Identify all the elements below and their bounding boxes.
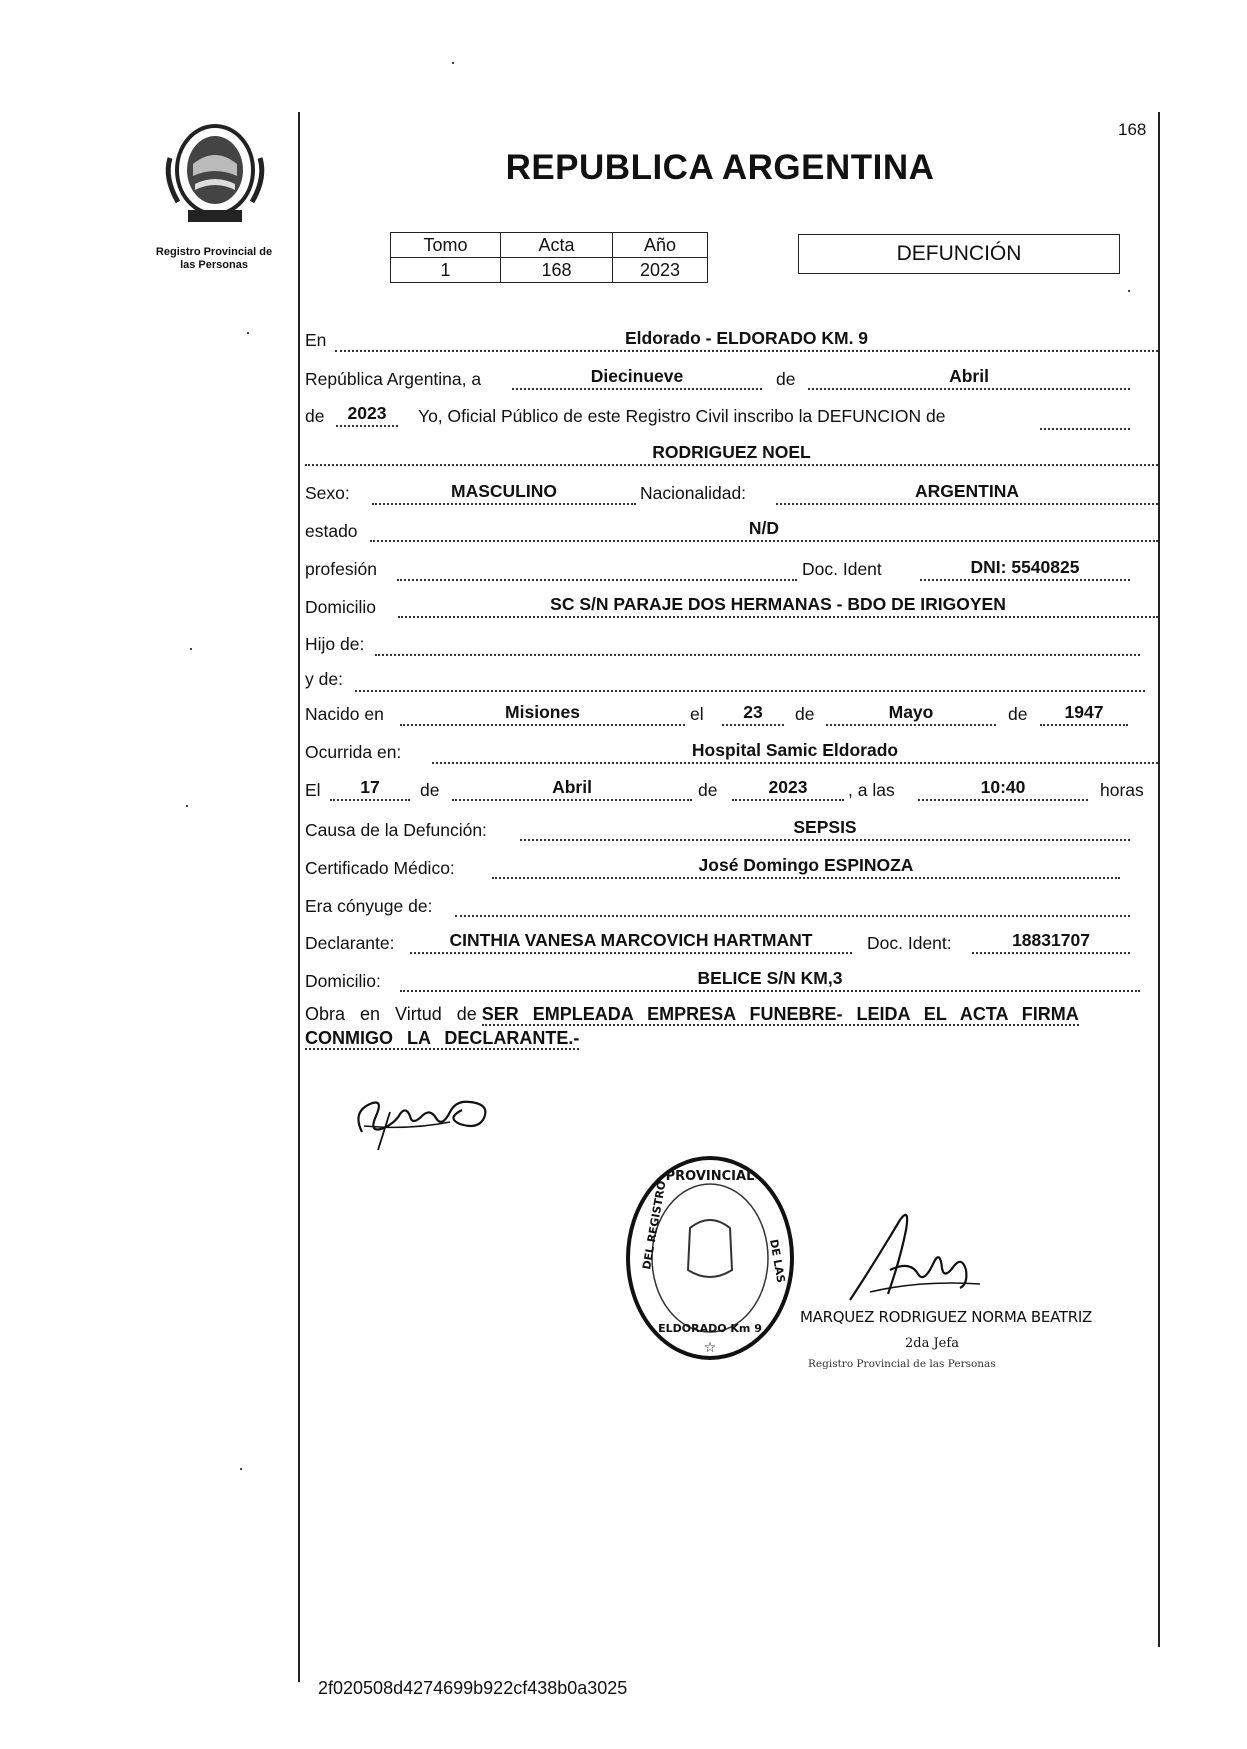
birth-month-field: Mayo — [826, 702, 996, 726]
document-type-box: DEFUNCIÓN — [798, 234, 1120, 274]
death-time-field: 10:40 — [918, 777, 1088, 801]
death-place-field: Hospital Samic Eldorado — [432, 740, 1158, 764]
tomo-value: 1 — [391, 258, 501, 283]
svg-text:PROVINCIAL: PROVINCIAL — [665, 1169, 755, 1184]
page-number: 168 — [1118, 120, 1147, 139]
declarante-label: Declarante: — [305, 933, 395, 953]
scan-speck — [247, 332, 249, 334]
place-field: Eldorado - ELDORADO KM. 9 — [335, 328, 1158, 352]
registry-name — [130, 246, 298, 272]
de-label: de — [776, 369, 796, 389]
conyuge-label: Era cónyuge de: — [305, 896, 433, 916]
hijo-label: Hijo de: — [305, 634, 365, 654]
year-field: 2023 — [336, 403, 398, 427]
anio-header: Año — [613, 233, 708, 258]
obra-label: Obra en Virtud de — [305, 1004, 477, 1024]
birth-year-field: 1947 — [1040, 702, 1128, 726]
sexo-label: Sexo: — [305, 483, 350, 503]
acta-value: 168 — [501, 258, 613, 283]
scan-speck — [240, 1468, 242, 1470]
certificado-label: Certificado Médico: — [305, 858, 455, 878]
scan-speck — [1128, 290, 1130, 292]
a-las-label: , a las — [848, 780, 895, 800]
horas-label: horas — [1100, 780, 1144, 800]
birth-day-field: 23 — [722, 702, 784, 726]
nationality-field: ARGENTINA — [776, 481, 1158, 505]
causa-label: Causa de la Defunción: — [305, 820, 487, 840]
day-text-field: Diecinueve — [512, 366, 762, 390]
page-title: REPUBLICA ARGENTINA — [505, 148, 935, 187]
nacionalidad-label: Nacionalidad: — [640, 483, 747, 503]
estado-label: estado — [305, 521, 358, 541]
republica-label: República Argentina, a — [305, 369, 482, 389]
declarant-doc-field: 18831707 — [972, 930, 1130, 954]
el-label: el — [690, 704, 704, 724]
ocurrida-label: Ocurrida en: — [305, 742, 402, 762]
death-year-field: 2023 — [732, 777, 844, 801]
decl-doc-label: Doc. Ident: — [867, 933, 952, 953]
death-day-field: 17 — [330, 777, 410, 801]
doc-ident-field: DNI: 5540825 — [920, 557, 1130, 581]
en-label: En — [305, 330, 327, 350]
deceased-name-field: RODRIGUEZ NOEL — [305, 442, 1158, 466]
anio-value: 2023 — [613, 258, 708, 283]
inscribe-trailing-field — [1040, 406, 1130, 430]
de-label: de — [420, 780, 440, 800]
officer-department: Registro Provincial de las Personas — [808, 1358, 996, 1370]
acta-header: Acta — [501, 233, 613, 258]
cause-field: SEPSIS — [520, 817, 1130, 841]
month-field: Abril — [808, 366, 1130, 390]
birthplace-field: Misiones — [400, 702, 685, 726]
scan-speck — [452, 62, 454, 64]
doctor-field: José Domingo ESPINOZA — [492, 855, 1120, 879]
de-label: de — [1008, 704, 1028, 724]
officer-role: 2da Jefa — [905, 1336, 959, 1351]
svg-text:ELDORADO Km 9: ELDORADO Km 9 — [658, 1322, 762, 1335]
obra-paragraph — [305, 1002, 1160, 1050]
declarant-address-field: BELICE S/N KM,3 — [400, 968, 1140, 992]
death-month-field: Abril — [452, 777, 692, 801]
de-label: de — [795, 704, 815, 724]
domicilio-label: Domicilio — [305, 597, 376, 617]
sex-field: MASCULINO — [372, 481, 636, 505]
spouse-field — [455, 893, 1130, 917]
mother-field — [355, 668, 1145, 692]
svg-text:☆: ☆ — [703, 1339, 717, 1355]
de-label: de — [305, 406, 325, 426]
father-field — [375, 632, 1140, 656]
de-label: de — [698, 780, 718, 800]
scan-speck — [186, 805, 188, 807]
el-label: El — [305, 780, 321, 800]
address-field: SC S/N PARAJE DOS HERMANAS - BDO DE IRIGOYEN — [398, 594, 1158, 618]
scan-speck — [190, 648, 192, 650]
profession-field — [397, 557, 797, 581]
officer-name: MARQUEZ RODRIGUEZ NORMA BEATRIZ — [800, 1308, 1092, 1326]
registry-name-line1: Registro Provincial de — [155, 246, 273, 258]
right-margin-line — [1158, 112, 1160, 1647]
province-coat-of-arms-icon — [160, 118, 270, 228]
domicilio-label: Domicilio: — [305, 971, 381, 991]
document-hash: 2f020508d4274699b922cf438b0a3025 — [318, 1678, 628, 1698]
svg-text:DE LAS: DE LAS — [767, 1238, 788, 1284]
inscribe-text: Yo, Oficial Público de este Registro Civil inscribo la DEFUNCION de — [418, 406, 946, 426]
declarant-field: CINTHIA VANESA MARCOVICH HARTMANT — [410, 930, 852, 954]
handwritten-signature-icon — [830, 1200, 1000, 1310]
yde-label: y de: — [305, 669, 343, 689]
civil-status-field: N/D — [370, 518, 1158, 542]
profesion-label: profesión — [305, 559, 377, 579]
svg-text:DEL REGISTRO: DEL REGISTRO — [640, 1179, 669, 1271]
acta-reference-table — [390, 232, 708, 283]
doc-ident-label: Doc. Ident — [802, 559, 882, 579]
left-margin-line — [298, 112, 300, 1682]
obra-text: SER EMPLEADA EMPRESA FUNEBRE- LEIDA EL ACTA FIRMA CONMIGO LA DECLARANTE.- — [305, 1004, 1079, 1048]
official-registry-seal-icon — [620, 1150, 800, 1365]
registry-name-line2: las Personas — [180, 259, 248, 271]
handwritten-signature-icon — [350, 1082, 520, 1152]
nacido-label: Nacido en — [305, 704, 384, 724]
tomo-header: Tomo — [391, 233, 501, 258]
